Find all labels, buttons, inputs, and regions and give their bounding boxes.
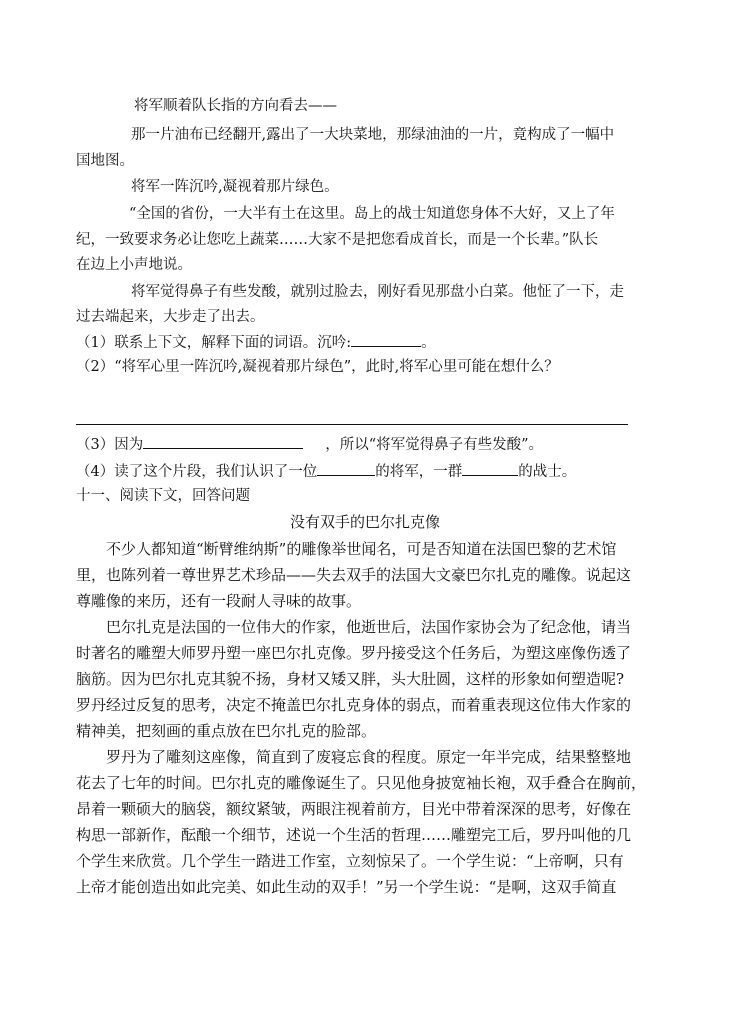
passage-line-3: 国地图。 [76,153,134,169]
question-4-middle: 的将军，一群 [375,464,463,480]
passage-line-4: 将军一阵沉吟,凝视着那片绿色。 [131,179,339,195]
question-2: （2）“将军心里一阵沉吟,凝视着那片绿色”，此时,将军心里可能在想什么？ [76,359,559,375]
article-line-12: 构思一部新作，酝酿一个细节，述说一个生活的哲理……雕塑完工后，罗丹叫他的几 [76,826,632,844]
article-line-2: 里，也陈列着一尊世界艺术珍品——失去双手的法国大文豪巴尔扎克的雕像。说起这 [76,566,632,584]
passage-line-1: 将军顺着队长指的方向看去—— [134,98,337,114]
question-4-end: 的战士。 [518,464,577,480]
article-line-13: 个学生来欣赏。几个学生一踏进工作室，立刻惊呆了。一个学生说：“上帝啊，只有 [76,852,624,870]
answer-line-2[interactable] [76,424,628,425]
article-line-11: 昂着一颗硕大的脑袋，额纹紧皱，两眼注视着前方，目光中带着深深的思考，好像在 [76,800,632,818]
passage-line-6: 纪，一致要求务必让您吃上蔬菜……大家不是把您看成首长，而是一个长辈。”队长 [76,232,599,248]
passage-line-5: “全国的省份，一大半有土在这里。岛上的战士知道您身体不大好，又上了年 [129,206,615,222]
passage-line-7: 在边上小声地说。 [76,257,192,273]
answer-blank-1[interactable] [351,332,421,347]
article-line-10: 花去了七年的时间。巴尔扎克的雕像诞生了。只见他身披宽袖长袍，双手叠合在胸前， [76,774,647,792]
answer-blank-3[interactable] [143,434,303,449]
article-line-9: 罗丹为了雕刻这座像，简直到了废寝忘食的程度。原定一年半完成，结果整整地 [106,748,632,766]
article-line-14: 上帝才能创造出如此完美、如此生动的双手！”另一个学生说：“是啊，这双手简直 [76,878,617,896]
question-3 [76,434,543,454]
question-1-text: （1）联系上下文，解释下面的词语。沉吟: [76,335,352,351]
question-1 [76,332,436,352]
article-line-3: 尊雕像的来历，还有一段耐人寻味的故事。 [76,592,362,610]
article-line-8: 精神美，把刻画的重点放在巴尔扎克的脸部。 [76,722,377,740]
answer-blank-4a[interactable] [317,461,375,476]
question-3-text: （3）因为 [76,437,144,453]
article-line-4: 巴尔扎克是法国的一位伟大的作家，他逝世后，法国作家协会为了纪念他，请当 [106,618,632,636]
passage-line-8: 将军觉得鼻子有些发酸，就别过脸去，刚好看见那盘小白菜。他怔了一下，走 [131,284,624,300]
article-title: 没有双手的巴尔扎克像 [290,513,441,531]
passage-line-9: 过去端起来，大步走了出去。 [76,309,265,325]
question-1-end: 。 [421,335,436,351]
article-line-1: 不少人都知道“断臂维纳斯”的雕像举世闻名，可是否知道在法国巴黎的艺术馆 [106,540,617,558]
section-heading: 十一、阅读下文，回答问题 [76,488,250,504]
article-line-5: 时著名的雕塑大师罗丹塑一座巴尔扎克像。罗丹接受这个任务后，为塑这座像伤透了 [76,644,632,662]
passage-line-2: 那一片油布已经翻开,露出了一大块菜地，那绿油油的一片，竟构成了一幅中 [131,127,615,143]
question-4-text: （4）读了这个片段，我们认识了一位 [76,464,318,480]
article-line-7: 罗丹经过反复的思考，决定不掩盖巴尔扎克身体的弱点，而着重表现这位伟大作家的 [76,696,632,714]
question-4 [76,461,576,481]
article-line-6: 脑筋。因为巴尔扎克其貌不扬，身材又矮又胖，头大肚圆，这样的形象如何塑造呢? [76,670,625,688]
answer-blank-4b[interactable] [462,461,518,476]
question-3-end: ，所以“将军觉得鼻子有些发酸”。 [325,437,544,453]
